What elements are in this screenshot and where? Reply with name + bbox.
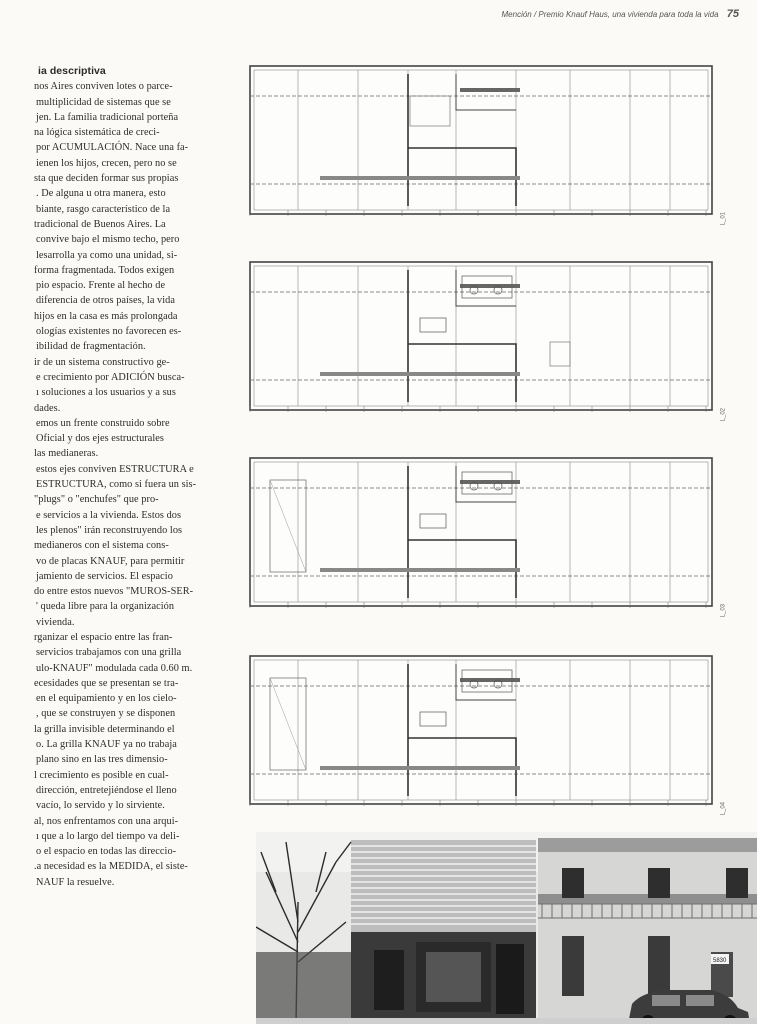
body-text-line: servicios trabajamos con una grilla [36,647,182,659]
body-text-line: l crecimiento es posible en cual- [34,769,169,781]
body-text-line: por ACUMULACIÓN. Nace una fa- [36,142,189,154]
body-text-line: pio espacio. Frente al hecho de [36,280,166,292]
body-text-line: hijos en la casa es más prolongada [34,310,178,322]
body-text-column [0,64,242,964]
body-text-line: en el equipamiento y en los cielo- [36,693,177,705]
floor-plan-1 [248,64,726,226]
floor-plan-1-drawing [248,64,718,220]
body-text-line: diferencia de otros países, la vida [36,295,175,307]
floor-plan-4-drawing [248,654,718,810]
body-text-line: Oficial y dos ejes estructurales [36,433,164,445]
section-heading: ia descriptiva [38,65,106,77]
body-text-line: ecesidades que se presentan se tra- [34,677,179,689]
body-text-line: estos ejes conviven ESTRUCTURA e [36,463,194,475]
plate-number: 5830 [713,958,727,964]
body-text-line: las medianeras. [34,448,99,460]
body-text-line: forma fragmentada. Todos exigen [34,264,175,276]
page-number: 75 [726,8,739,20]
floor-plan-4-label: L_04 [720,802,726,816]
body-text-line: al, nos enfrentamos con una arqui- [34,815,179,827]
floor-plan-2 [248,260,726,422]
body-text-line: , que se construyen y se disponen [36,708,176,720]
facade-photo-image [256,832,757,1024]
floor-plan-3-drawing [248,456,718,612]
body-text-line: la grilla invisible determinando el [34,723,175,735]
body-text-line: ı soluciones a los usuarios y a sus [36,387,176,399]
body-text-line: .a necesidad es la MEDIDA, el siste- [34,861,188,873]
body-text-line: convive bajo el mismo techo, pero [36,234,180,246]
floor-plan-1-label: L_01 [720,212,726,226]
body-text-line: ESTRUCTURA, como si fuera un sis- [36,479,197,491]
body-text-lines [0,79,242,890]
body-text-line: lesarrolla ya como una unidad, si- [36,249,178,261]
body-text-line: ir de un sistema constructivo ge- [34,356,170,368]
body-text-line: dirección, entretejiéndose el lleno [36,784,177,796]
body-text-line: rganizar el espacio entre las fran- [34,631,173,643]
body-text-line: "plugs" o "enchufes" que pro- [34,494,159,506]
body-text-line: plano sino en las tres dimensio- [36,754,168,766]
body-text-line: ienen los hijos, crecen, pero no se [36,157,177,169]
running-header [502,8,740,20]
body-text-line: multiplicidad de sistemas que se [36,96,171,108]
body-text-line: sta que deciden formar sus propias [34,173,179,185]
floor-plan-2-label: L_02 [720,408,726,422]
facade-photo [256,832,757,1024]
body-text-line: ulo-KNAUF" modulada cada 0.60 m. [36,662,193,674]
floor-plan-3-label: L_03 [720,604,726,618]
body-text-line: o. La grilla KNAUF ya no trabaja [36,739,177,751]
body-text-line: les plenos" irán reconstruyendo los [36,524,183,536]
body-text-line: e servicios a la vivienda. Estos dos [36,509,182,521]
body-text-line: dades. [34,402,61,414]
body-text-line: e crecimiento por ADICIÓN busca- [36,371,185,383]
floor-plan-2-drawing [248,260,718,416]
body-text-line: biante, rasgo característico de la [36,203,171,215]
body-text-line: jen. La familia tradicional porteña [36,111,179,123]
body-text-line: vacío, lo servido y lo sirviente. [36,800,165,812]
body-text-line: ibilidad de fragmentación. [36,341,146,353]
body-text-line: na lógica sistemática de creci- [34,127,160,139]
body-text-line: . De alguna u otra manera, esto [36,188,166,200]
body-text-line: emos un frente construido sobre [36,417,170,429]
body-text-line: ı que a lo largo del tiempo va deli- [36,830,180,842]
running-title: Mención / Premio Knauf Haus, una vivienda para toda la vida [501,10,719,19]
floor-plan-4 [248,654,726,816]
body-text-line: ' queda libre para la organización [36,601,175,613]
body-text-line: do entre estos nuevos "MUROS-SER- [34,586,194,598]
body-text-line: ologías existentes no favorecen es- [36,326,182,338]
body-text-line: vivienda. [36,616,75,628]
body-text-line: vo de placas KNAUF, para permitir [36,555,185,567]
body-text-line: NAUF la resuelve. [36,876,115,888]
body-text-line: nos Aires conviven lotes o parce- [34,81,173,93]
body-text-line: jamiento de servicios. El espacio [36,570,173,582]
floor-plan-3 [248,456,726,618]
body-text-line: tradicional de Buenos Aires. La [34,218,166,230]
body-text-line: o el espacio en todas las direccio- [36,846,177,858]
body-text-line: medianeros con el sistema cons- [34,540,169,552]
